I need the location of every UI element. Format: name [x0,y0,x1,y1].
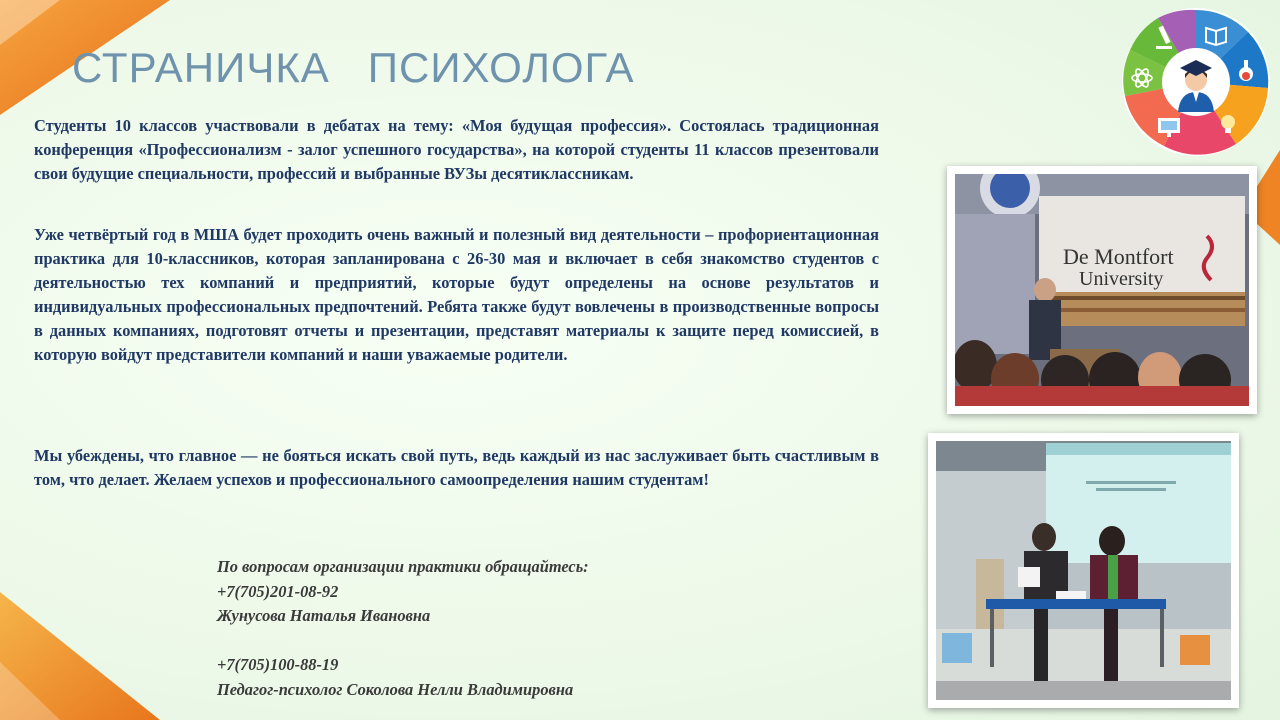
contact-phone-1: +7(705)201-08-92 [217,581,339,601]
contact-phone-2: +7(705)100-88-19 [217,655,339,674]
contacts-block [217,555,589,702]
photo-presentation [947,166,1257,414]
screen-text-line1: De Montfort [1063,244,1174,269]
page-title: СТРАНИЧКА ПСИХОЛОГА [72,44,635,91]
photo-debate [928,433,1239,708]
contact-name-2: Педагог-психолог Соколова Нелли Владимировна [217,679,574,699]
paragraph-practice: Уже четвёртый год в МША будет проходить очень важный и полезный вид деятельности – профориентационная практика для 10-классников, которая запланирована с 26-30 мая и включает в себя знакомство студентов с деятельностью тех компаний и предприятий, которые будут определены на основе результатов и индивидуальных профессиональных предпочтений. Ребята также будут вовлечены в производственные вопросы в данных компаниях, подготовят отчеты и презентации, представят материалы к защите перед комиссией, в которую войдут представители компаний и наши уважаемые родители. [34,225,879,364]
contacts-heading: По вопросам организации практики обращайтесь: [217,557,589,576]
contact-name-1: Жунусова Наталья Ивановна [217,606,431,625]
school-logo [1118,4,1274,160]
paragraph-debates: Студенты 10 классов участвовали в дебатах на тему: «Моя будущая профессия». Состоялась традиционная конференция «Профессионализм - залог успешного государства», на которой студенты 11 классов презентовали свои будущие специальности, профессий и выбранные ВУЗы десятиклассникам. [34,116,879,183]
screen-text-line2: University [1079,268,1164,290]
paragraph-wishes: Мы убеждены, что главное — не бояться искать свой путь, ведь каждый из нас заслуживает быть счастливым в том, что делает. Желаем успехов и профессионального самоопределения нашим студентам! [34,446,879,489]
corner-decoration-bottom-left [0,592,160,720]
